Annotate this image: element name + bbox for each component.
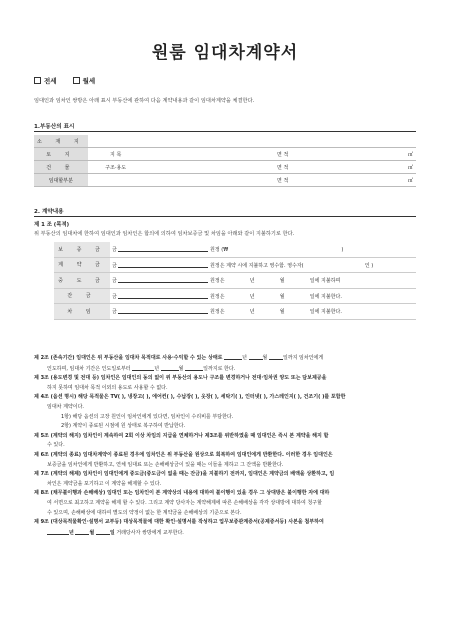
intro-text: 임대인과 임차인 쌍방은 아래 표시 부동산에 관하여 다음 계약내용과 같이 임대차계약을 체결한다. (34, 98, 255, 104)
property-row-land (34, 148, 416, 161)
article-6: 제 6조 (계약의 종료) 임대차계약이 종료된 경우에 임차인은 위 부동산을 원상으로 회복하여 임대인에게 반환한다. 이러한 경우 임대인은 (34, 451, 333, 458)
date-field[interactable] (96, 528, 110, 535)
article-7-cont: 차인은 계약금을 포기하고 이 계약을 해제할 수 있다. (47, 480, 162, 487)
suffix-text: 원정은 계약 시에 지불하고 영수함. 영수자( (210, 262, 304, 269)
prefix-text: 금 (112, 247, 117, 254)
checkbox-icon[interactable] (73, 77, 80, 84)
article-8-cont: 여 서면으로 최고하고 계약을 해제 할 수 있다. 그리고 계약 당사자는 계약해제에 따른 손해배상을 각각 상대방에 대하여 청구할 (47, 499, 322, 506)
payment-table (54, 242, 416, 320)
date-field[interactable] (161, 364, 179, 371)
row-label: 소 재 지 (34, 135, 88, 148)
section2-title: 2. 계약내용 (34, 209, 64, 215)
area-label: 면 적 (260, 148, 306, 161)
tail-text: 일에 지불한다. (309, 293, 342, 300)
prefix-text: 금 (112, 293, 117, 300)
tail-text: 일에 지불한다. (309, 309, 342, 316)
section1-title: 1.부동산의 표시 (34, 124, 75, 130)
property-row-location (34, 135, 416, 148)
row-label: 차 임 (54, 304, 110, 320)
year-text: 년 (249, 278, 255, 285)
prefix-text: 금 (112, 309, 117, 316)
month-text: 월 (279, 309, 285, 316)
article-5: 제 5조 (계약의 해지) 임차인이 계속하여 2회 이상 차임의 지급을 연체하거나 제3조를 위반하였을 때 임대인은 즉시 본 계약을 해지 할 (34, 432, 329, 439)
tail-text: ) (341, 247, 344, 254)
lease-part-field[interactable] (88, 174, 260, 187)
article-7: 제 7조 (계약의 해제) 임차인이 임대인에게 중도금(중도금이 없을 때는 잔금)을 지불하기 전까지, 임대인은 계약금의 배액을 상환하고, 임 (34, 471, 335, 478)
suffix-text: 원정은 (210, 293, 225, 300)
structure-field[interactable] (144, 161, 260, 174)
article-8: 제 8조 (채무불이행과 손해배상) 임대인 또는 임차인이 본 계약상의 내용에 대하여 불이행이 있을 경우 그 상대방은 불이행한 자에 대하 (34, 490, 330, 497)
article-4-item-2: 2항) 계약이 종료된 시점에 원 상태로 복구하여 반납한다. (61, 423, 186, 430)
suffix-text: 원정은 (210, 278, 225, 285)
date-field[interactable] (249, 353, 263, 360)
month-text: 월 (279, 293, 285, 300)
article-4: 제 4조 (옵션 명시) 해당 목적물은 TV( ), 냉장고( ), 에어컨( ), 수납장( ), 옷장( ), 세탁기( ), 인터넷( ), 가스레인지( ), 건조기( )를 포함한 (34, 394, 346, 401)
area-unit: ㎡ (392, 161, 416, 174)
date-field[interactable] (185, 364, 203, 371)
article-2-cont: 인도하며, 임대차 기간은 인도일로부터 년 월 일까지로 한다. (47, 365, 236, 372)
lease-area-field[interactable] (306, 174, 392, 187)
payment-row-middle (54, 273, 416, 289)
year-text: 년 (249, 309, 255, 316)
check-wolse[interactable]: 월세 (73, 76, 96, 85)
suffix-text: 원정은 (210, 309, 225, 316)
section1-divider (34, 131, 416, 132)
contract-type-checks (34, 76, 95, 85)
date-field[interactable] (47, 528, 69, 535)
article-5-cont: 수 있다. (47, 442, 65, 449)
property-table (34, 135, 416, 187)
article-4-item-1: 1항) 해당 옵션의 고장 원인이 임차인에게 있다면, 임차인이 수리비를 부담한다. (61, 413, 234, 420)
suffix-text: 원정 (₩ (210, 247, 229, 254)
date-field[interactable] (224, 353, 242, 360)
check-jeonse[interactable]: 전세 (34, 76, 57, 85)
article-9-cont: 년 월 일 거래당사자 쌍방에게 교부한다. (34, 528, 417, 539)
page-title: 원룸 임대차계약서 (151, 43, 299, 63)
date-field[interactable] (269, 353, 283, 360)
article1-title: 제 1 조 (목적) (34, 222, 70, 228)
article-2: 제 2조 (존속기간) 임대인은 위 부동산을 임대차 목적대로 사용·수익할 수 있는 상태로 년 월 일까지 임차인에게 (34, 355, 324, 361)
article-8-cont2: 수 있으며, 손해배상에 대하여 별도의 약정이 없는 한 계약금을 손해배상의 기준으로 본다. (47, 509, 242, 516)
land-category-field[interactable] (144, 148, 260, 161)
area-label: 면 적 (260, 161, 306, 174)
row-label: 잔 금 (54, 288, 110, 304)
property-row-lease-part (34, 174, 416, 187)
article-3-cont: 하지 못하며 임대차 목적 이외의 용도로 사용할 수 없다. (47, 384, 168, 391)
article-9: 제 9조 (대상목적물확인·설명서 교부등) 대상목적물에 대한 확인·설명서를 작성하고 업무보증관계증서(공제증서등) 사본을 첨부하여 (34, 519, 324, 526)
payment-row-rent (54, 304, 416, 320)
article-3: 제 3조 (용도변경 및 전대 등) 임차인은 임대인의 동의 없이 위 부동산의 용도나 구조를 변경하거나 전대·임차권 양도 또는 담보제공을 (34, 375, 327, 382)
location-field[interactable] (88, 135, 416, 148)
month-text: 월 (279, 278, 285, 285)
row-label: 보 증 금 (54, 242, 110, 257)
date-field[interactable] (75, 528, 89, 535)
row-label: 건 물 (34, 161, 88, 174)
amount-field[interactable] (118, 292, 208, 299)
contract-articles (34, 353, 417, 538)
tail-text: 일에 지불하며 (309, 278, 341, 285)
payment-row-deposit (54, 242, 416, 257)
area-unit: ㎡ (392, 148, 416, 161)
article-4-cont: 임대차 계약이다. (47, 403, 84, 410)
property-row-building (34, 161, 416, 174)
area-unit: ㎡ (392, 174, 416, 187)
prefix-text: 금 (112, 278, 117, 285)
sub-label: 지 목 (88, 148, 144, 161)
article1-desc: 위 부동산의 임대차에 한하여 임대인과 임차인은 합의에 의하여 임차보증금 및 차임을 아래와 같이 지불하기로 한다. (34, 231, 295, 237)
tail-text: 인 ) (364, 262, 374, 269)
row-label: 임대할부분 (34, 174, 88, 187)
amount-field[interactable] (118, 276, 208, 283)
area-label: 면 적 (260, 174, 306, 187)
row-label: 토 지 (34, 148, 88, 161)
row-label: 계 약 금 (54, 257, 110, 273)
article-6-cont: 보증금을 임차인에게 반환하고, 연체 임대료 또는 손해배상금이 있을 때는 이들을 제하고 그 잔액을 반환한다. (47, 461, 284, 468)
amount-field[interactable] (118, 261, 208, 268)
amount-field[interactable] (118, 245, 208, 252)
amount-field[interactable] (118, 307, 208, 314)
payment-row-contract (54, 257, 416, 273)
date-field[interactable] (132, 364, 154, 371)
row-label: 중 도 금 (54, 273, 110, 289)
payment-row-balance (54, 288, 416, 304)
sub-label: 구조·용도 (88, 161, 144, 174)
prefix-text: 금 (112, 262, 117, 269)
checkbox-icon[interactable] (34, 77, 41, 84)
building-area-field[interactable] (306, 161, 392, 174)
year-text: 년 (249, 293, 255, 300)
land-area-field[interactable] (306, 148, 392, 161)
section2-divider (34, 216, 416, 217)
